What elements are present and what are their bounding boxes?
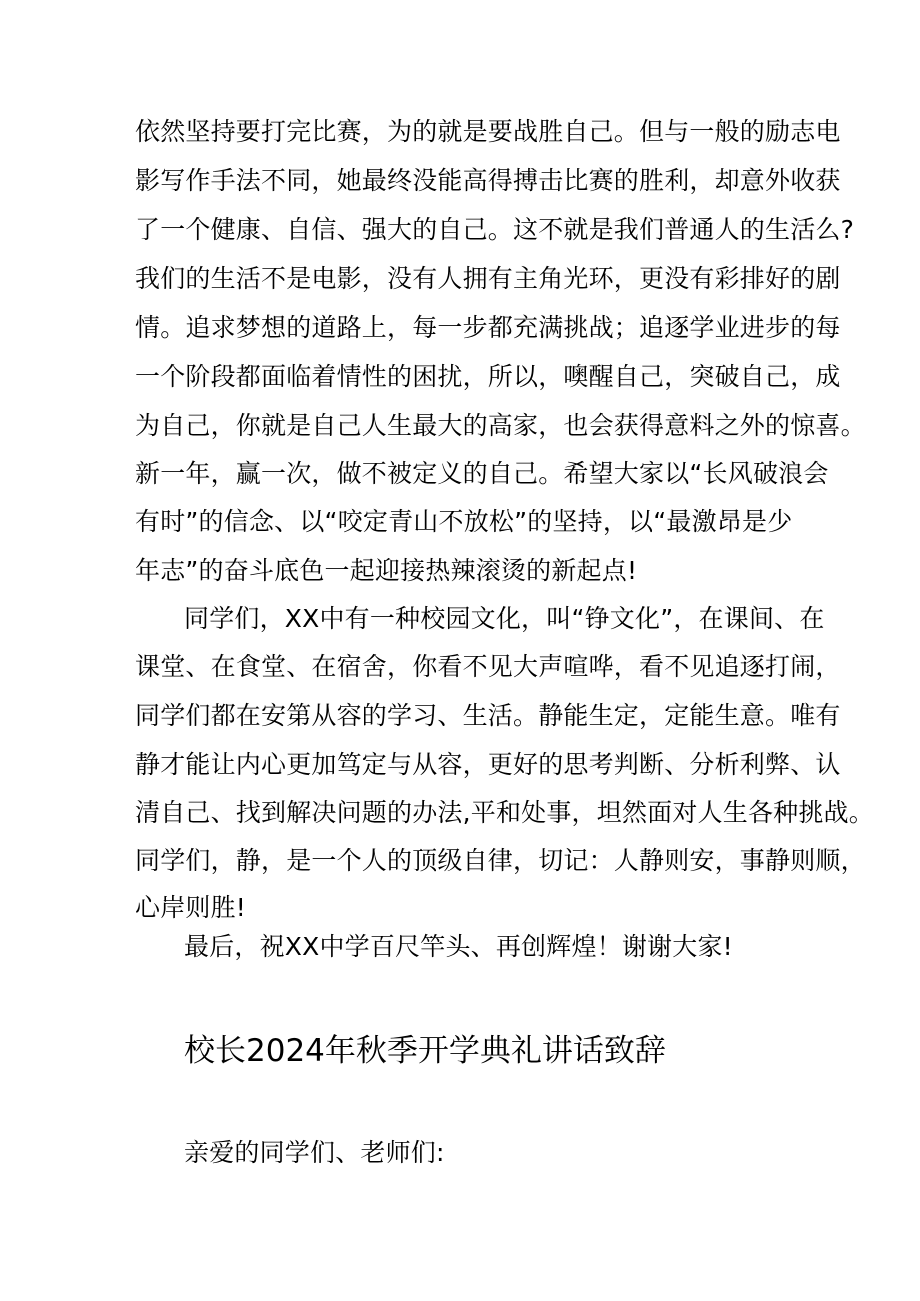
paragraph2-line: 清自己、找到解决问题的办法,平和处事，坦然面对人生各种挑战。	[135, 798, 874, 827]
speech-title: 校长2024年秋季开学典礼讲话致辞	[184, 1033, 666, 1069]
paragraph2-line: 同学们，静，是一个人的顶级自律，切记：人静则安，事静则顺，	[135, 846, 866, 875]
paragraph1-line: 年志”的奋斗底色一起迎接热辣滚烫的新起点!	[135, 556, 638, 585]
paragraph1-line: 了一个健康、自信、强大的自己。这不就是我们普通人的生活么?	[135, 215, 855, 244]
paragraph1-line: 情。追求梦想的道路上，每一步都充满挑战；追逐学业进步的每	[135, 313, 841, 342]
paragraph1-line: 有时”的信念、以“咬定青山不放松”的坚持，以“最激昂是少	[135, 507, 793, 536]
paragraph1-line: 一个阶段都面临着情性的困扰，所以，噢醒自己，突破自己，成	[135, 362, 841, 391]
paragraph1-line: 依然坚持要打完比赛，为的就是要战胜自己。但与一般的励志电	[135, 117, 841, 146]
paragraph1-line: 我们的生活不是电影，没有人拥有主角光环，更没有彩排好的剧	[135, 264, 841, 293]
paragraph1-line: 新一年，赢一次，做不被定义的自己。希望大家以“长风破浪会	[135, 459, 829, 488]
paragraph2-line: 同学们都在安第从容的学习、生活。静能生定，定能生意。唯有	[135, 701, 841, 730]
paragraph1-line: 影写作手法不同，她最终没能高得搏击比赛的胜利，却意外收获	[135, 166, 841, 195]
paragraph2-line: 心岸则胜!	[135, 893, 247, 922]
closing-line: 最后，祝XX中学百尺竿头、再创辉煌！谢谢大家!	[184, 932, 733, 961]
paragraph2-line: 同学们，XX中有一种校园文化，叫“铮文化”，在课间、在	[184, 604, 825, 633]
paragraph1-line: 为自己，你就是自己人生最大的高家，也会获得意料之外的惊喜。	[135, 411, 866, 440]
greeting-line: 亲爱的同学们、老师们:	[184, 1138, 445, 1167]
paragraph2-line: 课堂、在食堂、在宿舍，你看不见大声喧哗，看不见追逐打闹，	[135, 652, 841, 681]
paragraph2-line: 静才能让内心更加笃定与从容，更好的思考判断、分析利弊、认	[135, 750, 841, 779]
